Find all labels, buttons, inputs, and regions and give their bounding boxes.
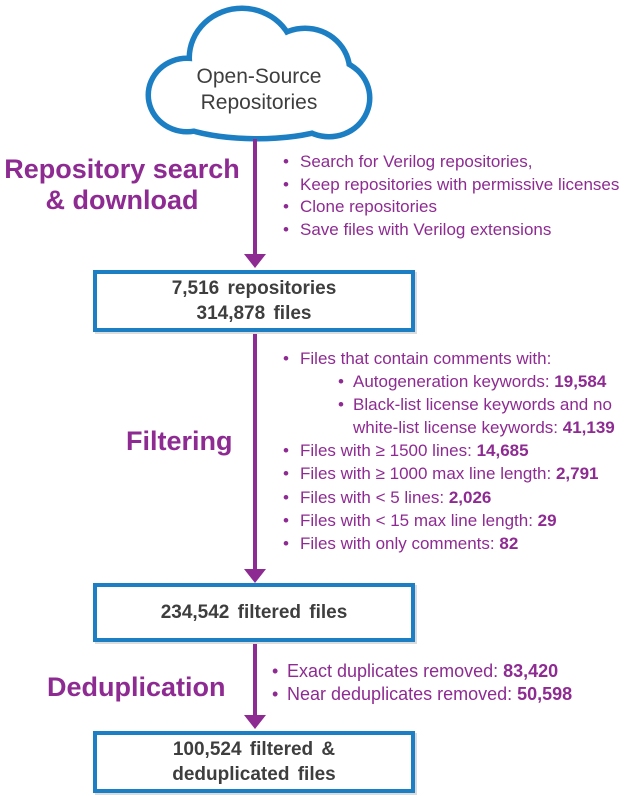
cloud-label (146, 64, 372, 116)
bullet-text: Near deduplicates removed: (287, 683, 513, 704)
bullet-value: 41,139 (562, 418, 615, 438)
bullet-text: Black-list license keywords and no white-list license keywords: (353, 395, 612, 438)
cloud-label-line2: Repositories (200, 91, 318, 114)
stage-label-line1: Repository search (4, 154, 240, 184)
stat-box-repositories-files (93, 270, 415, 332)
flow-arrow-line-2 (253, 334, 257, 569)
bullet-item (337, 393, 640, 439)
stat-box-filtered-files (93, 583, 415, 642)
stage-label-line2: & download (45, 185, 199, 215)
stat-box-deduplicated-files (93, 731, 415, 793)
bullet-text: Autogeneration keywords: (353, 372, 550, 392)
bullet-item (281, 174, 640, 197)
bullet-text: Exact duplicates removed: (287, 661, 499, 681)
bullet-item (281, 532, 640, 555)
cloud-label-line1: Open-Source (196, 65, 322, 88)
stat-box-line: 100,524 filtered & (172, 738, 336, 760)
bullet-list-filtering (281, 347, 640, 555)
flow-arrow-head-3 (244, 715, 266, 729)
bullet-item (281, 196, 640, 219)
bullet-item (281, 151, 640, 174)
bullet-item (337, 370, 640, 393)
bullet-list-search-download (281, 151, 640, 241)
bullet-item (281, 219, 640, 242)
stage-label-filtering: Filtering (126, 426, 233, 456)
flow-arrow-line-1 (253, 139, 257, 254)
bullet-text: Files that contain comments with: (300, 349, 552, 368)
bullet-item (272, 683, 634, 706)
stat-box-line: deduplicated files (172, 764, 336, 785)
stat-box-line: 234,542 filtered files (160, 601, 348, 623)
flow-arrow-head-2 (244, 569, 266, 583)
bullet-value: 50,598 (517, 683, 573, 704)
bullet-text: Clone repositories (300, 197, 438, 216)
bullet-value: 14,685 (476, 441, 529, 461)
stage-label-repository-search-download (0, 154, 244, 216)
bullet-item (281, 486, 640, 509)
stage-label-deduplication: Deduplication (47, 672, 226, 702)
bullet-item (281, 439, 640, 462)
stat-box-line: 7,516 repositories (171, 277, 337, 299)
bullet-text: Save files with Verilog extensions (300, 219, 552, 239)
bullet-text: Files with < 5 lines: (300, 487, 445, 507)
bullet-value: 19,584 (554, 372, 607, 392)
bullet-value: 29 (537, 510, 557, 530)
bullet-text: Files with ≥ 1000 max line length: (300, 464, 552, 484)
bullet-text: Files with only comments: (300, 533, 495, 553)
bullet-text: Search for Verilog repositories, (300, 152, 533, 171)
bullet-item (281, 347, 640, 370)
bullet-value: 2,026 (448, 487, 492, 507)
flow-arrow-line-3 (253, 644, 257, 715)
bullet-text: Keep repositories with permissive licenses (300, 174, 620, 194)
bullet-item (281, 462, 640, 485)
bullet-text: Files with ≥ 1500 lines: (300, 441, 472, 461)
bullet-value: 83,420 (503, 661, 559, 681)
bullet-value: 2,791 (555, 464, 599, 484)
bullet-list-deduplication (272, 660, 634, 705)
bullet-item (272, 660, 634, 683)
bullet-value: 82 (499, 533, 519, 553)
bullet-item (281, 509, 640, 532)
stat-box-line: 314,878 files (196, 303, 312, 324)
flow-arrow-head-1 (244, 254, 266, 268)
bullet-text: Files with < 15 max line length: (300, 510, 533, 530)
